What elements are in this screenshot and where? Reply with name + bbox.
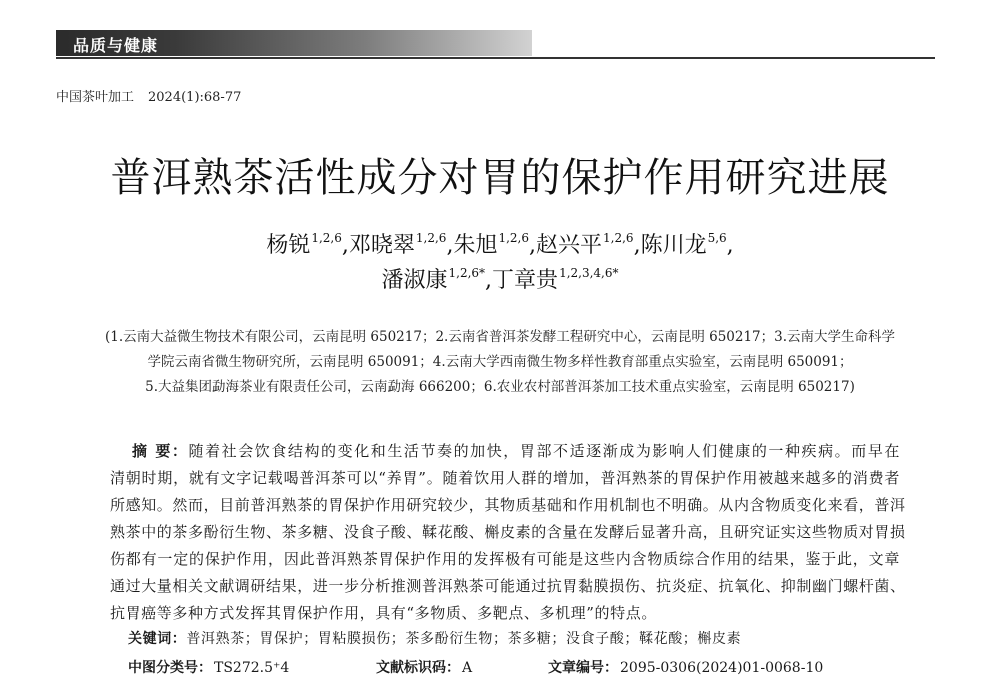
abstract-line: 抗胃癌等多种方式发挥其胃保护作用，具有“多物质、多靶点、多机理”的特点。 [110, 604, 657, 622]
header-rule [56, 57, 935, 59]
abstract-line: 清朝时期，就有文字记载喝普洱茶可以“养胃”。随着饮用人群的增加，普洱熟茶的胃保护作用被越来越多的消费者 [110, 469, 900, 487]
author: 陈川龙$^{5,6}$, [640, 231, 734, 258]
abstract-label: 摘 要： [132, 442, 189, 460]
affiliation-line: (1.云南大益微生物技术有限公司，云南昆明 650217；2.云南省普洱茶发酵工程研究中心，云南昆明 650217；3.云南大学生命科学 [104, 329, 896, 345]
journal-name: 中国茶叶加工 [56, 90, 135, 105]
author: 丁章贵$^{1,2,3,4,6*}$ [492, 266, 619, 293]
author: 邓晓翠$^{1,2,6}$, [348, 231, 454, 258]
author: 潘淑康$^{1,2,6*}$, [381, 266, 493, 293]
section-header-bar [56, 30, 532, 56]
keywords [128, 628, 741, 648]
abstract-line: 伤都有一定的保护作用，因此普洱熟茶胃保护作用的发挥极有可能是这些内含物质综合作用的结果，鉴于此，文章 [110, 550, 900, 568]
article-number: 文章编号： 2095-0306(2024)01-0068-10 [548, 660, 824, 676]
journal-citation [56, 86, 255, 105]
keywords-text: 普洱熟茶；胃保护；胃粘膜损伤；茶多酚衍生物；茶多糖；没食子酸；鞣花酸；槲皮素 [186, 631, 742, 647]
affiliation-line: 5.大益集团勐海茶业有限责任公司，云南勐海 666200；6.农业农村部普洱茶加工技术重点实验室，云南昆明 650217) [145, 379, 855, 395]
journal-issue-pages: 2024(1):68-77 [148, 90, 242, 105]
author: 杨锐$^{1,2,6}$, [266, 231, 349, 258]
abstract-line: 通过大量相关文献调研结果，进一步分析推测普洱熟茶可能通过抗胃黏膜损伤、抗炎症、抗氧化、抑制幽门螺杆菌、 [110, 577, 906, 595]
author-line-1 [0, 228, 1000, 259]
author: 朱旭$^{1,2,6}$, [453, 231, 536, 258]
affiliation-line: 学院云南省微生物研究所，云南昆明 650091；4.云南大学西南微生物多样性教育部重点实验室，云南昆明 650091； [147, 354, 853, 370]
document-code: 文献标识码： A [376, 660, 473, 676]
section-title: 品质与健康 [73, 36, 159, 55]
paper-title: 普洱熟茶活性成分对胃的保护作用研究进展 [110, 155, 890, 201]
clc-number: 中图分类号： TS272.5⁺4 [128, 660, 290, 676]
abstract-line: 摘 要：随着社会饮食结构的变化和生活节奏的加快，胃部不适逐渐成为影响人们健康的一种疾病。而早在 [132, 442, 900, 460]
author-line-2 [0, 263, 1000, 294]
keywords-label: 关键词： [128, 631, 187, 647]
author: 赵兴平$^{1,2,6}$, [536, 231, 641, 258]
abstract-line: 所感知。然而，目前普洱熟茶的胃保护作用研究较少，其物质基础和作用机制也不明确。从内含物质变化来看，普洱 [110, 496, 906, 514]
abstract-line: 熟茶中的茶多酚衍生物、茶多糖、没食子酸、鞣花酸、槲皮素的含量在发酵后显著升高，且研究证实这些物质对胃损 [110, 523, 906, 541]
